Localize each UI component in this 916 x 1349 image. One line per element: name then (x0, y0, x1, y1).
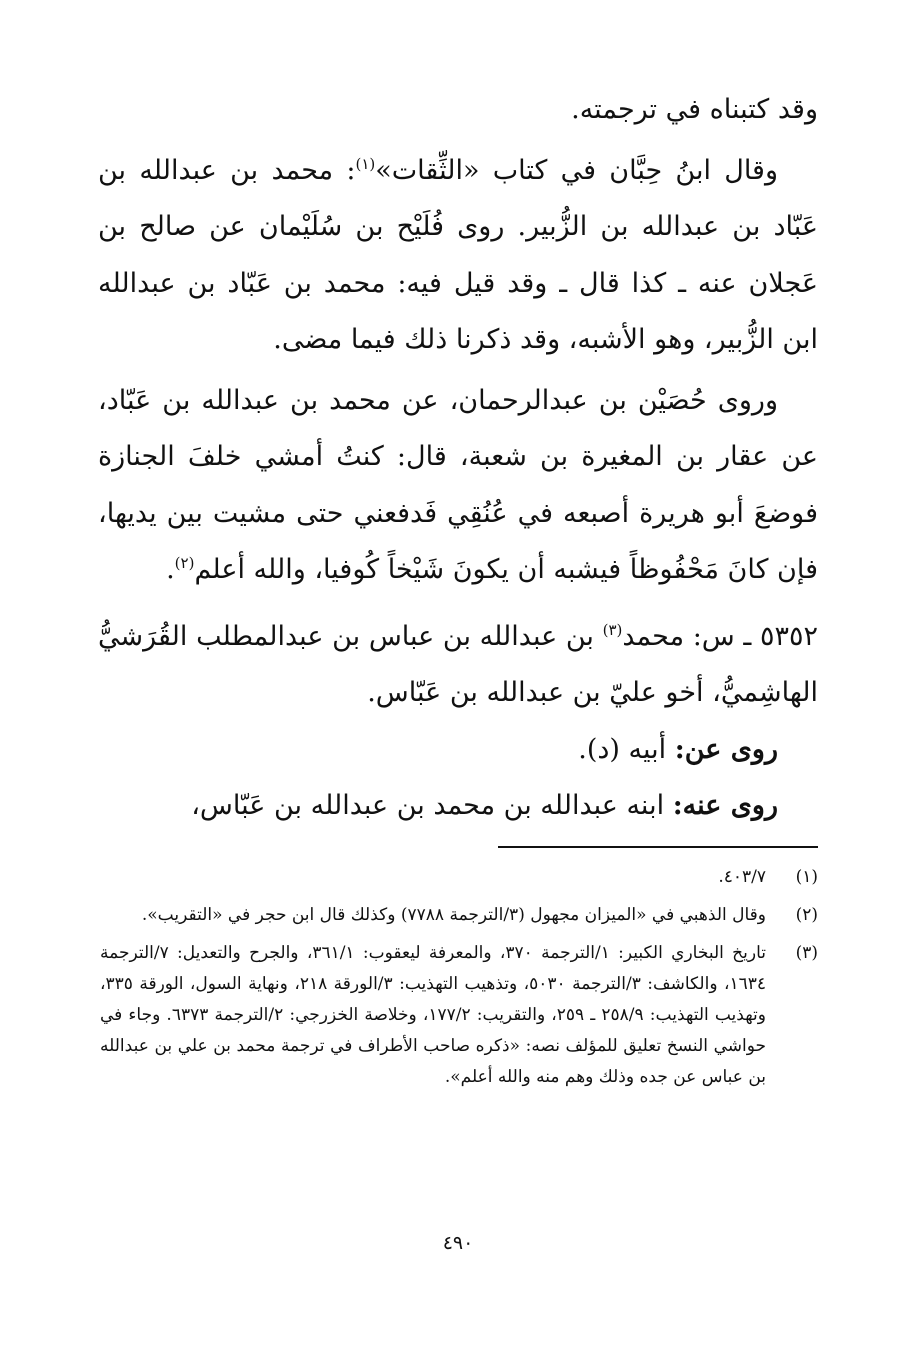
entry-text: بن عبدالله بن عباس بن عبدالمطلب القُرَشيُّ الهاشِميُّ، أخو عليّ بن عبدالله بن عَبّاس. (98, 620, 818, 708)
paragraph-2-text-b: : محمد بن عبدالله بن عَبّاد بن عبدالله بن الزُّبير. روى فُلَيْح بن سُلَيْمان عن صالح بن عَجلان عنه ـ كذا قال ـ وقد قيل فيه: محمد بن عَبّاد بن عبدالله ابن الزُّبير، وهو الأشبه، وقد ذكرنا ذلك فيما مضى. (98, 154, 818, 355)
footnote-number: (٢) (795, 905, 818, 925)
paragraph-1-text: وقد كتبناه في ترجمته. (571, 94, 818, 125)
paragraph-3-end: . (166, 554, 175, 585)
narrated-by-label: روى عنه: (672, 790, 778, 821)
narrated-from (98, 722, 818, 779)
page-number: ٤٩٠ (442, 1232, 474, 1254)
footnote-1 (100, 862, 818, 893)
footnotes (100, 862, 818, 1100)
footnote-text: ٤٠٣/٧. (718, 867, 766, 887)
paragraph-2-text-a: وقال ابنُ حِبَّان في كتاب «الثِّقات» (375, 154, 779, 186)
biography-entry (98, 609, 818, 722)
footnote-number: (٣) (795, 943, 818, 963)
footnote-ref-2[interactable]: (٢) (174, 554, 195, 572)
footnote-number: (١) (795, 867, 818, 887)
paragraph-3 (98, 373, 818, 599)
footnote-separator (498, 846, 818, 848)
footnote-text: تاريخ البخاري الكبير: ١/الترجمة ٣٧٠، والمعرفة ليعقوب: ٣٦١/١، والجرح والتعديل: ٧/الترجمة ١٦٣٤، والكاشف: ٣/الترجمة ٥٠٣٠، وتذهيب التهذيب: ٣/الورقة ٢١٨، ونهاية السول، الورقة ٣٣٥، وتهذيب التهذيب: ٢٥٨/٩ ـ ٢٥٩، والتقريب: ١٧٧/٢، وخلاصة الخزرجي: ٢/الترجمة ٦٣٧٣. وجاء في حواشي النسخ تعليق للمؤلف نصه: «ذكره صاحب الأطراف في ترجمة محمد بن علي بن عبدالله بن عباس عن جده وذلك وهم منه والله أعلم». (100, 943, 766, 1087)
narrated-by (98, 778, 818, 835)
narrated-from-text: أبيه (د). (578, 733, 675, 765)
paragraph-1 (98, 82, 818, 139)
narrated-by-text: ابنه عبدالله بن محمد بن عبدالله بن عَبّاس، (191, 790, 673, 821)
footnote-ref-1[interactable]: (١) (355, 154, 376, 173)
footnote-text: وقال الذهبي في «الميزان مجهول (٣/الترجمة ٧٧٨٨) وكذلك قال ابن حجر في «التقريب». (141, 905, 766, 925)
footnote-3 (100, 938, 818, 1093)
paragraph-3-text: وروى حُصَيْن بن عبدالرحمان، عن محمد بن عبدالله بن عَبّاد، عن عقار بن المغيرة بن شعبة، قال: كنتُ أمشي خلفَ الجنازة فوضعَ أبو هريرة أصبعه في عُنُقِي فَدفعني حتى مشيت بين يديها، فإن كانَ مَحْفُوظاً فيشبه أن يكونَ شَيْخاً كُوفيا، والله أعلم (98, 384, 818, 585)
entry-heading: ٥٣٥٢ ـ س: محمد (622, 620, 818, 652)
narrated-from-label: روى عن: (674, 733, 778, 765)
footnote-ref-3[interactable]: (٣) (602, 620, 623, 639)
paragraph-2 (98, 143, 818, 369)
main-text (98, 82, 818, 835)
footnote-2 (100, 900, 818, 931)
